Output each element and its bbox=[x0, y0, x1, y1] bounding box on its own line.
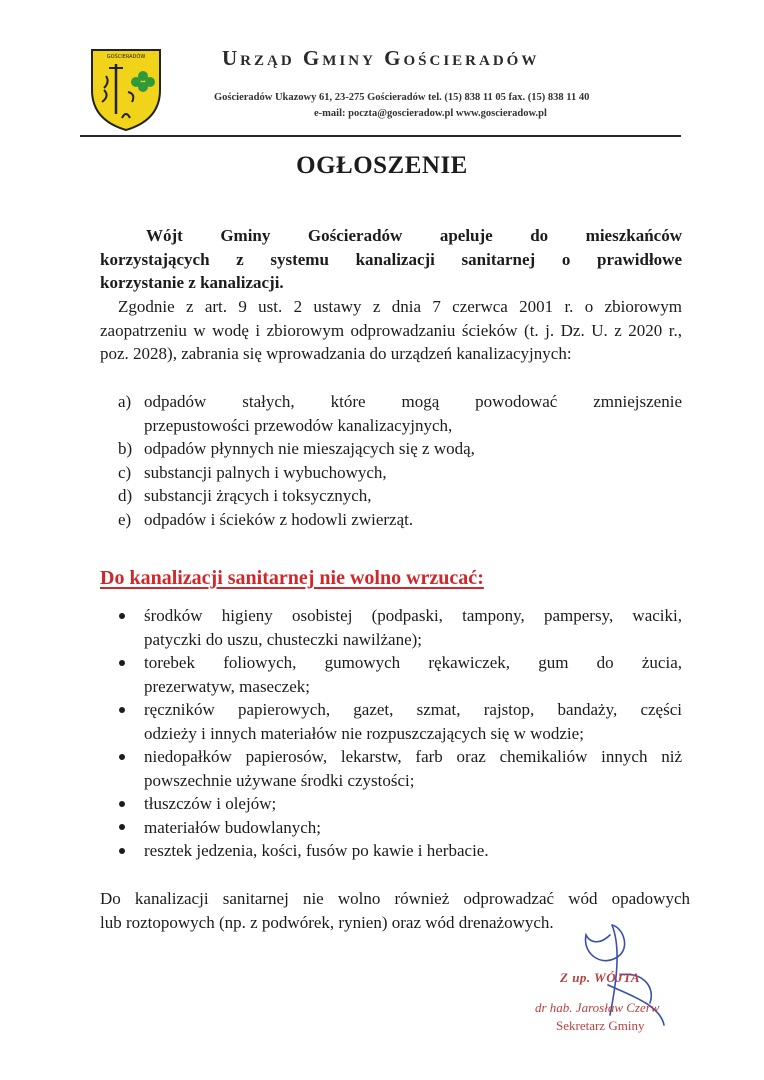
list-item-continuation: przepustowości przewodów kanalizacyjnych, bbox=[144, 415, 453, 435]
list-item bbox=[118, 792, 682, 816]
prohibited-substances-list bbox=[118, 390, 682, 531]
list-item bbox=[118, 839, 682, 863]
list-item-text: substancji żrących i toksycznych, bbox=[144, 486, 372, 505]
organization-address: Gościeradów Ukazowy 61, 23-275 Gościeradów tel. (15) 838 11 05 fax. (15) 838 11 40 bbox=[214, 92, 590, 103]
bullet-icon bbox=[118, 745, 144, 769]
list-item bbox=[118, 508, 682, 532]
municipal-crest-icon bbox=[88, 44, 164, 132]
bullet-icon bbox=[118, 698, 144, 722]
signature-stamp-line: Sekretarz Gminy bbox=[556, 1018, 645, 1033]
list-item-text: środków higieny osobistej (podpaski, tampony, pampersy, waciki, bbox=[144, 606, 682, 625]
list-item bbox=[118, 651, 682, 698]
list-item-continuation: prezerwatyw, maseczek; bbox=[144, 676, 310, 696]
list-item bbox=[118, 698, 682, 745]
list-item-text: torebek foliowych, gumowych rękawiczek, gum do żucia, bbox=[144, 653, 682, 672]
bullet-icon bbox=[118, 651, 144, 675]
document-title: OGŁOSZENIE bbox=[296, 152, 468, 179]
list-item-marker: a) bbox=[118, 392, 132, 411]
signature-stamp-line: Z up. WÓJTA bbox=[560, 970, 641, 985]
bullet-icon bbox=[118, 839, 144, 863]
lead-line: korzystanie z kanalizacji. bbox=[100, 273, 284, 292]
bullet-icon bbox=[118, 816, 144, 840]
do-not-flush-list bbox=[118, 604, 682, 863]
legal-basis-text: zaopatrzeniu w wodę i zbiorowym odprowadzaniu ścieków (t. j. Dz. U. z 2020 r., poz. 2028), zabrania się wprowadzania do urządzeń bbox=[100, 320, 682, 363]
list-item bbox=[118, 390, 682, 437]
list-item-text: odpadów i ścieków z hodowli zwierząt. bbox=[144, 509, 414, 529]
legal-basis-end: kanalizacyjnych: bbox=[456, 344, 572, 363]
list-item-continuation: patyczki do uszu, chusteczki nawilżane); bbox=[144, 629, 423, 649]
list-item-continuation: powszechnie używane środki czystości; bbox=[144, 770, 415, 790]
lead-paragraph bbox=[100, 224, 682, 295]
list-item-text: ręczników papierowych, gazet, szmat, rajstop, bandaży, części bbox=[144, 700, 682, 719]
list-item bbox=[118, 437, 682, 461]
list-item bbox=[118, 816, 682, 840]
closing-line: lub roztopowych (np. z podwórek, rynien) oraz wód drenażowych. bbox=[100, 912, 554, 932]
lead-line: Wójt Gminy Gościeradów apeluje do mieszkańców bbox=[146, 226, 682, 245]
organization-name: Urząd Gminy Gościeradów bbox=[222, 46, 540, 70]
header-divider bbox=[80, 135, 681, 137]
legal-basis-paragraph bbox=[100, 295, 682, 366]
list-item-continuation: odzieży i innych materiałów nie rozpuszczających się w wodzie; bbox=[144, 723, 584, 743]
list-item bbox=[118, 484, 682, 508]
list-item-text: resztek jedzenia, kości, fusów po kawie i herbacie. bbox=[144, 841, 489, 860]
legal-basis-first-line: Zgodnie z art. 9 ust. 2 ustawy z dnia 7 czerwca 2001 r. o zbiorowym bbox=[118, 297, 682, 316]
warning-heading: Do kanalizacji sanitarnej nie wolno wrzucać: bbox=[100, 567, 484, 589]
lead-line: korzystających z systemu kanalizacji sanitarnej o prawidłowe bbox=[100, 249, 682, 269]
list-item-marker: c) bbox=[118, 462, 132, 482]
legal-basis-body bbox=[100, 319, 682, 366]
list-item-marker: e) bbox=[118, 509, 132, 529]
list-item-text: niedopałków papierosów, lekarstw, farb oraz chemikaliów innych niż bbox=[144, 747, 682, 766]
list-item-text: odpadów płynnych nie mieszających się z wodą, bbox=[144, 439, 475, 458]
list-item bbox=[118, 745, 682, 792]
list-item-text: odpadów stałych, które mogą powodować zmniejszenie bbox=[144, 392, 682, 411]
signature-stamp-line: dr hab. Jarosław Czerw bbox=[535, 1000, 660, 1015]
list-item-text: substancji palnych i wybuchowych, bbox=[144, 462, 387, 482]
list-item-text: tłuszczów i olejów; bbox=[144, 794, 277, 813]
list-item-marker: b) bbox=[118, 439, 133, 458]
closing-line: Do kanalizacji sanitarnej nie wolno również odprowadzać wód opadowych bbox=[100, 889, 690, 908]
list-item bbox=[118, 461, 682, 485]
list-item-marker: d) bbox=[118, 486, 133, 505]
crest-label: GOŚCIERADÓW bbox=[106, 54, 146, 60]
bullet-icon bbox=[118, 792, 144, 816]
list-item-text: materiałów budowlanych; bbox=[144, 817, 322, 837]
bullet-icon bbox=[118, 604, 144, 628]
list-item bbox=[118, 604, 682, 651]
organization-contact: e-mail: poczta@goscieradow.pl www.goscieradow.pl bbox=[314, 108, 547, 119]
